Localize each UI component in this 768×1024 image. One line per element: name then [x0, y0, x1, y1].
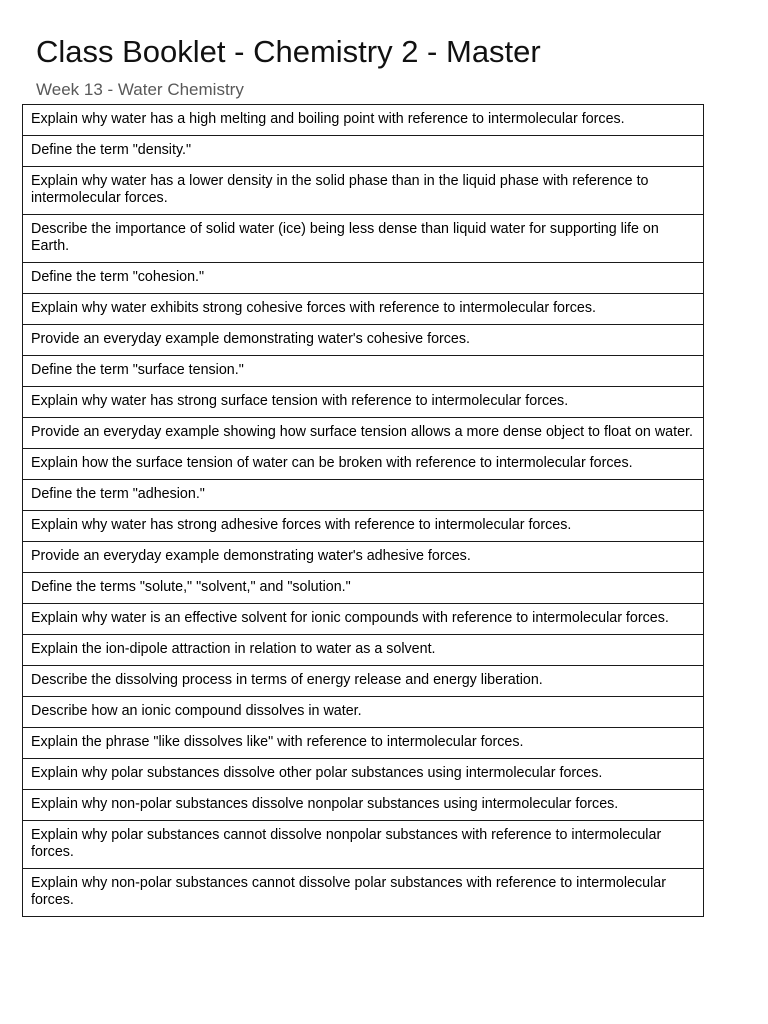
question-cell: Explain why polar substances cannot dissolve nonpolar substances with reference to intermolecular forces.: [23, 821, 704, 869]
table-row: [23, 790, 704, 821]
table-row: [23, 356, 704, 387]
table-row: [23, 728, 704, 759]
table-row: [23, 294, 704, 325]
question-cell: Explain why water exhibits strong cohesive forces with reference to intermolecular forces.: [23, 294, 704, 325]
question-cell: Provide an everyday example demonstrating water's cohesive forces.: [23, 325, 704, 356]
question-cell: Describe the importance of solid water (ice) being less dense than liquid water for supporting life on Earth.: [23, 215, 704, 263]
table-row: [23, 480, 704, 511]
table-row: [23, 821, 704, 869]
question-cell: Provide an everyday example showing how surface tension allows a more dense object to float on water.: [23, 418, 704, 449]
table-row: [23, 167, 704, 215]
table-row: [23, 511, 704, 542]
question-cell: Explain how the surface tension of water can be broken with reference to intermolecular forces.: [23, 449, 704, 480]
question-cell: Explain why water has strong surface tension with reference to intermolecular forces.: [23, 387, 704, 418]
question-cell: Define the term "density.": [23, 136, 704, 167]
question-cell: Define the terms "solute," "solvent," and "solution.": [23, 573, 704, 604]
question-cell: Explain why water is an effective solvent for ionic compounds with reference to intermolecular forces.: [23, 604, 704, 635]
question-cell: Explain why water has a lower density in the solid phase than in the liquid phase with reference to intermolecular forces.: [23, 167, 704, 215]
question-cell: Explain why non-polar substances dissolve nonpolar substances using intermolecular forces.: [23, 790, 704, 821]
question-cell: Provide an everyday example demonstrating water's adhesive forces.: [23, 542, 704, 573]
question-cell: Define the term "adhesion.": [23, 480, 704, 511]
question-cell: Describe how an ionic compound dissolves in water.: [23, 697, 704, 728]
table-row: [23, 573, 704, 604]
question-cell: Describe the dissolving process in terms of energy release and energy liberation.: [23, 666, 704, 697]
table-row: [23, 666, 704, 697]
table-row: [23, 263, 704, 294]
question-cell: Explain why water has a high melting and boiling point with reference to intermolecular forces.: [23, 105, 704, 136]
table-row: [23, 697, 704, 728]
table-row: [23, 869, 704, 917]
table-row: [23, 635, 704, 666]
question-cell: Explain the phrase "like dissolves like" with reference to intermolecular forces.: [23, 728, 704, 759]
table-row: [23, 136, 704, 167]
page-title: Class Booklet - Chemistry 2 - Master: [36, 34, 541, 69]
question-cell: Explain the ion-dipole attraction in relation to water as a solvent.: [23, 635, 704, 666]
table-row: [23, 604, 704, 635]
table-row: [23, 542, 704, 573]
table-row: [23, 418, 704, 449]
page-subtitle: Week 13 - Water Chemistry: [36, 80, 244, 99]
table-row: [23, 759, 704, 790]
question-cell: Define the term "surface tension.": [23, 356, 704, 387]
table-row: [23, 325, 704, 356]
table-row: [23, 105, 704, 136]
question-cell: Explain why polar substances dissolve other polar substances using intermolecular forces.: [23, 759, 704, 790]
table-row: [23, 387, 704, 418]
table-row: [23, 449, 704, 480]
table-row: [23, 215, 704, 263]
question-cell: Define the term "cohesion.": [23, 263, 704, 294]
question-table: [22, 104, 704, 917]
question-cell: Explain why non-polar substances cannot dissolve polar substances with reference to intermolecular forces.: [23, 869, 704, 917]
question-cell: Explain why water has strong adhesive forces with reference to intermolecular forces.: [23, 511, 704, 542]
